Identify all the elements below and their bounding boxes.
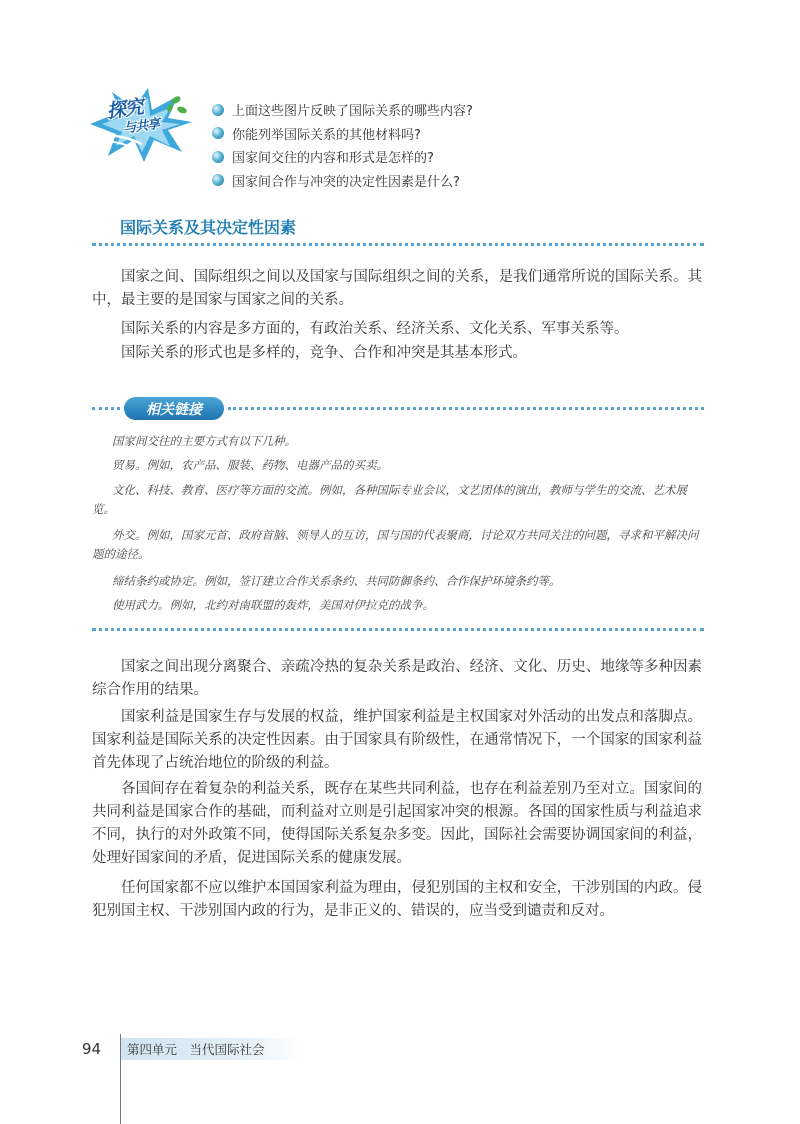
intro-paragraph: 国际关系的内容是多方面的，有政治关系、经济关系、文化关系、军事关系等。 — [121, 321, 629, 337]
question-item — [212, 122, 473, 146]
question-text: 上面这些图片反映了国际关系的哪些内容? — [232, 104, 473, 120]
question-text: 你能列举国际关系的其他材料吗? — [232, 127, 421, 143]
question-item — [212, 98, 473, 122]
body-paragraph: 各国间存在着复杂的利益关系，既存在某些共同利益，也存在利益差别乃至对立。国家间的共同利益是国家合作的基础，而利益对立则是引起国家冲突的根源。各国的国家性质与利益追求不同，执行的对外政策不同，使得国际关系复杂多变。因此，国际社会需要协调国家间的利益，处理好国家间的矛盾，促进国际关系的健康发展。 — [92, 781, 702, 866]
question-list — [212, 98, 473, 192]
question-text: 国家间合作与冲突的决定性因素是什么? — [232, 174, 460, 190]
bullet-icon — [212, 104, 224, 116]
section-divider — [92, 243, 704, 246]
related-link-tab — [124, 397, 224, 420]
footer-unit-band — [121, 1038, 301, 1060]
related-link-line: 外交。例如，国家元首、政府首脑、领导人的互访，国与国的代表聚商，讨论双方共同关注的问题，寻求和平解决问题的途径。 — [92, 528, 699, 561]
logo-text-line1: 探究 — [105, 96, 145, 123]
related-link-divider-right — [228, 407, 704, 410]
related-link-line: 缔结条约或协定。例如，签订建立合作关系条约、共同防御条约、合作保护环境条约等。 — [112, 574, 561, 588]
question-text: 国家间交往的内容和形式是怎样的? — [232, 151, 434, 167]
page-number: 94 — [82, 1040, 102, 1058]
question-item — [212, 169, 473, 193]
related-link-line: 使用武力。例如，北约对南联盟的轰炸，美国对伊拉克的战争。 — [112, 598, 434, 612]
related-link-line: 贸易。例如，农产品、服装、药物、电器产品的买卖。 — [112, 458, 388, 472]
body-paragraph: 国家之间出现分离聚合、亲疏冷热的复杂关系是政治、经济、文化、历史、地缘等多种因素综合作用的结果。 — [92, 659, 702, 698]
intro-paragraph: 国家之间、国际组织之间以及国家与国际组织之间的关系，是我们通常所说的国际关系。其中，最主要的是国家与国家之间的关系。 — [92, 269, 702, 308]
logo-text-line2: 与共享 — [122, 116, 161, 137]
related-link-divider-bottom — [92, 628, 704, 631]
body-paragraph: 国家利益是国家生存与发展的权益，维护国家利益是主权国家对外活动的出发点和落脚点。国家利益是国际关系的决定性因素。由于国家具有阶级性，在通常情况下，一个国家的国家利益首先体现了占统治地位的阶级的利益。 — [92, 709, 702, 771]
bullet-icon — [212, 151, 224, 163]
intro-paragraph: 国际关系的形式也是多样的，竞争、合作和冲突是其基本形式。 — [121, 345, 527, 361]
related-link-divider-left — [92, 407, 120, 410]
footer-unit-title: 第四单元 当代国际社会 — [127, 1042, 265, 1057]
bullet-icon — [212, 174, 224, 186]
section-title: 国际关系及其决定性因素 — [120, 218, 297, 237]
related-link-line: 文化、科技、教育、医疗等方面的交流。例如，各种国际专业会议，文艺团体的演出，教师与学生的交流、艺术展览。 — [92, 483, 687, 516]
bullet-icon — [212, 127, 224, 139]
question-item — [212, 145, 473, 169]
related-link-line: 国家间交往的主要方式有以下几种。 — [112, 434, 296, 448]
body-paragraph: 任何国家都不应以维护本国国家利益为理由，侵犯别国的主权和安全，干涉别国的内政。侵犯别国主权、干涉别国内政的行为，是非正义的、错误的，应当受到谴责和反对。 — [92, 880, 702, 919]
related-link-label: 相关链接 — [146, 401, 202, 418]
